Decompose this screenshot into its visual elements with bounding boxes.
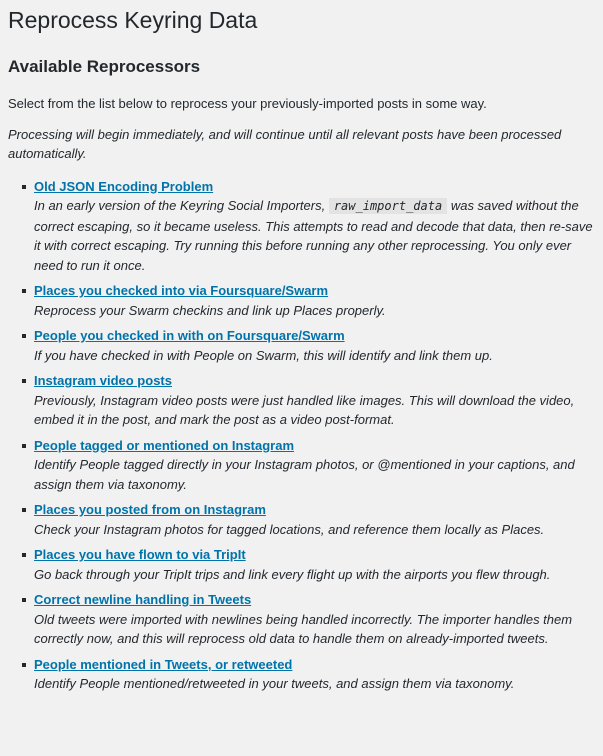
- reprocessor-link-swarm-places[interactable]: Places you checked into via Foursquare/Swarm: [34, 283, 329, 298]
- bullet-icon: [22, 508, 26, 512]
- bullet-icon: [22, 185, 26, 189]
- reprocessor-link-instagram-places[interactable]: Places you posted from on Instagram: [34, 502, 266, 517]
- reprocessor-item-swarm-places: [34, 281, 595, 320]
- reprocessor-desc: Identify People tagged directly in your Instagram photos, or @mentioned in your captions, and assign them via taxonomy.: [34, 457, 575, 492]
- processing-note: Processing will begin immediately, and will continue until all relevant posts have been processed automatically.: [8, 126, 562, 161]
- reprocessor-item-instagram-video: [34, 371, 595, 430]
- reprocessor-item-tripit-flights: [34, 545, 595, 584]
- reprocessor-list: [8, 177, 595, 694]
- reprocessor-desc: [34, 196, 595, 275]
- reprocessor-link-tweet-newlines[interactable]: Correct newline handling in Tweets: [34, 592, 252, 607]
- page-wrap: [0, 6, 603, 694]
- reprocessor-link-instagram-people[interactable]: People tagged or mentioned on Instagram: [34, 437, 295, 453]
- bullet-icon: [22, 379, 26, 383]
- reprocessor-desc: Reprocess your Swarm checkins and link up Places properly.: [34, 302, 386, 318]
- bullet-icon: [22, 663, 26, 667]
- reprocessor-item-swarm-people: [34, 326, 595, 365]
- bullet-icon: [22, 289, 26, 293]
- reprocessor-link-json-encoding[interactable]: Old JSON Encoding Problem: [34, 178, 214, 194]
- desc-text-before: In an early version of the Keyring Social Importers,: [34, 198, 326, 213]
- reprocessor-desc: Go back through your TripIt trips and link every flight up with the airports you flew through.: [34, 566, 551, 582]
- reprocessor-item-tweet-newlines: [34, 590, 595, 649]
- page-title: Reprocess Keyring Data: [8, 7, 258, 33]
- reprocessor-item-instagram-places: [34, 500, 595, 539]
- reprocessor-link-instagram-video[interactable]: Instagram video posts: [34, 373, 172, 388]
- reprocessor-item-json-encoding: [34, 177, 595, 276]
- inline-code: raw_import_data: [329, 198, 447, 214]
- bullet-icon: [22, 444, 26, 448]
- reprocessor-item-tweet-people: [34, 655, 595, 694]
- reprocessor-desc: Check your Instagram photos for tagged locations, and reference them locally as Places.: [34, 521, 545, 537]
- reprocessor-item-instagram-people: [34, 436, 595, 495]
- reprocessor-link-tripit-flights[interactable]: Places you have flown to via TripIt: [34, 547, 246, 562]
- reprocessor-desc: Old tweets were imported with newlines being handled incorrectly. The importer handles them correctly now, and this will reprocess old data to handle them on already-imported tweets.: [34, 611, 573, 646]
- reprocessor-desc: Identify People mentioned/retweeted in your tweets, and assign them via taxonomy.: [34, 676, 515, 691]
- bullet-icon: [22, 553, 26, 557]
- desc-text-after: was saved without the correct escaping, so it became useless. This attempts to read and decode that data, then re-save it with correct escaping. Try running this before running any other reprocessing. You only ever need to run it once.: [34, 198, 593, 273]
- reprocessor-desc: If you have checked in with People on Swarm, this will identify and link them up.: [34, 347, 493, 363]
- reprocessor-link-tweet-people[interactable]: People mentioned in Tweets, or retweeted: [34, 656, 293, 672]
- section-title: Available Reprocessors: [8, 57, 201, 76]
- bullet-icon: [22, 598, 26, 602]
- bullet-icon: [22, 334, 26, 338]
- reprocessor-desc: Previously, Instagram video posts were just handled like images. This will download the video, embed it in the post, and mark the post as a video post-format.: [34, 392, 575, 427]
- reprocessor-link-swarm-people[interactable]: People you checked in with on Foursquare/Swarm: [34, 328, 345, 343]
- intro-text: Select from the list below to reprocess your previously-imported posts in some way.: [8, 96, 487, 111]
